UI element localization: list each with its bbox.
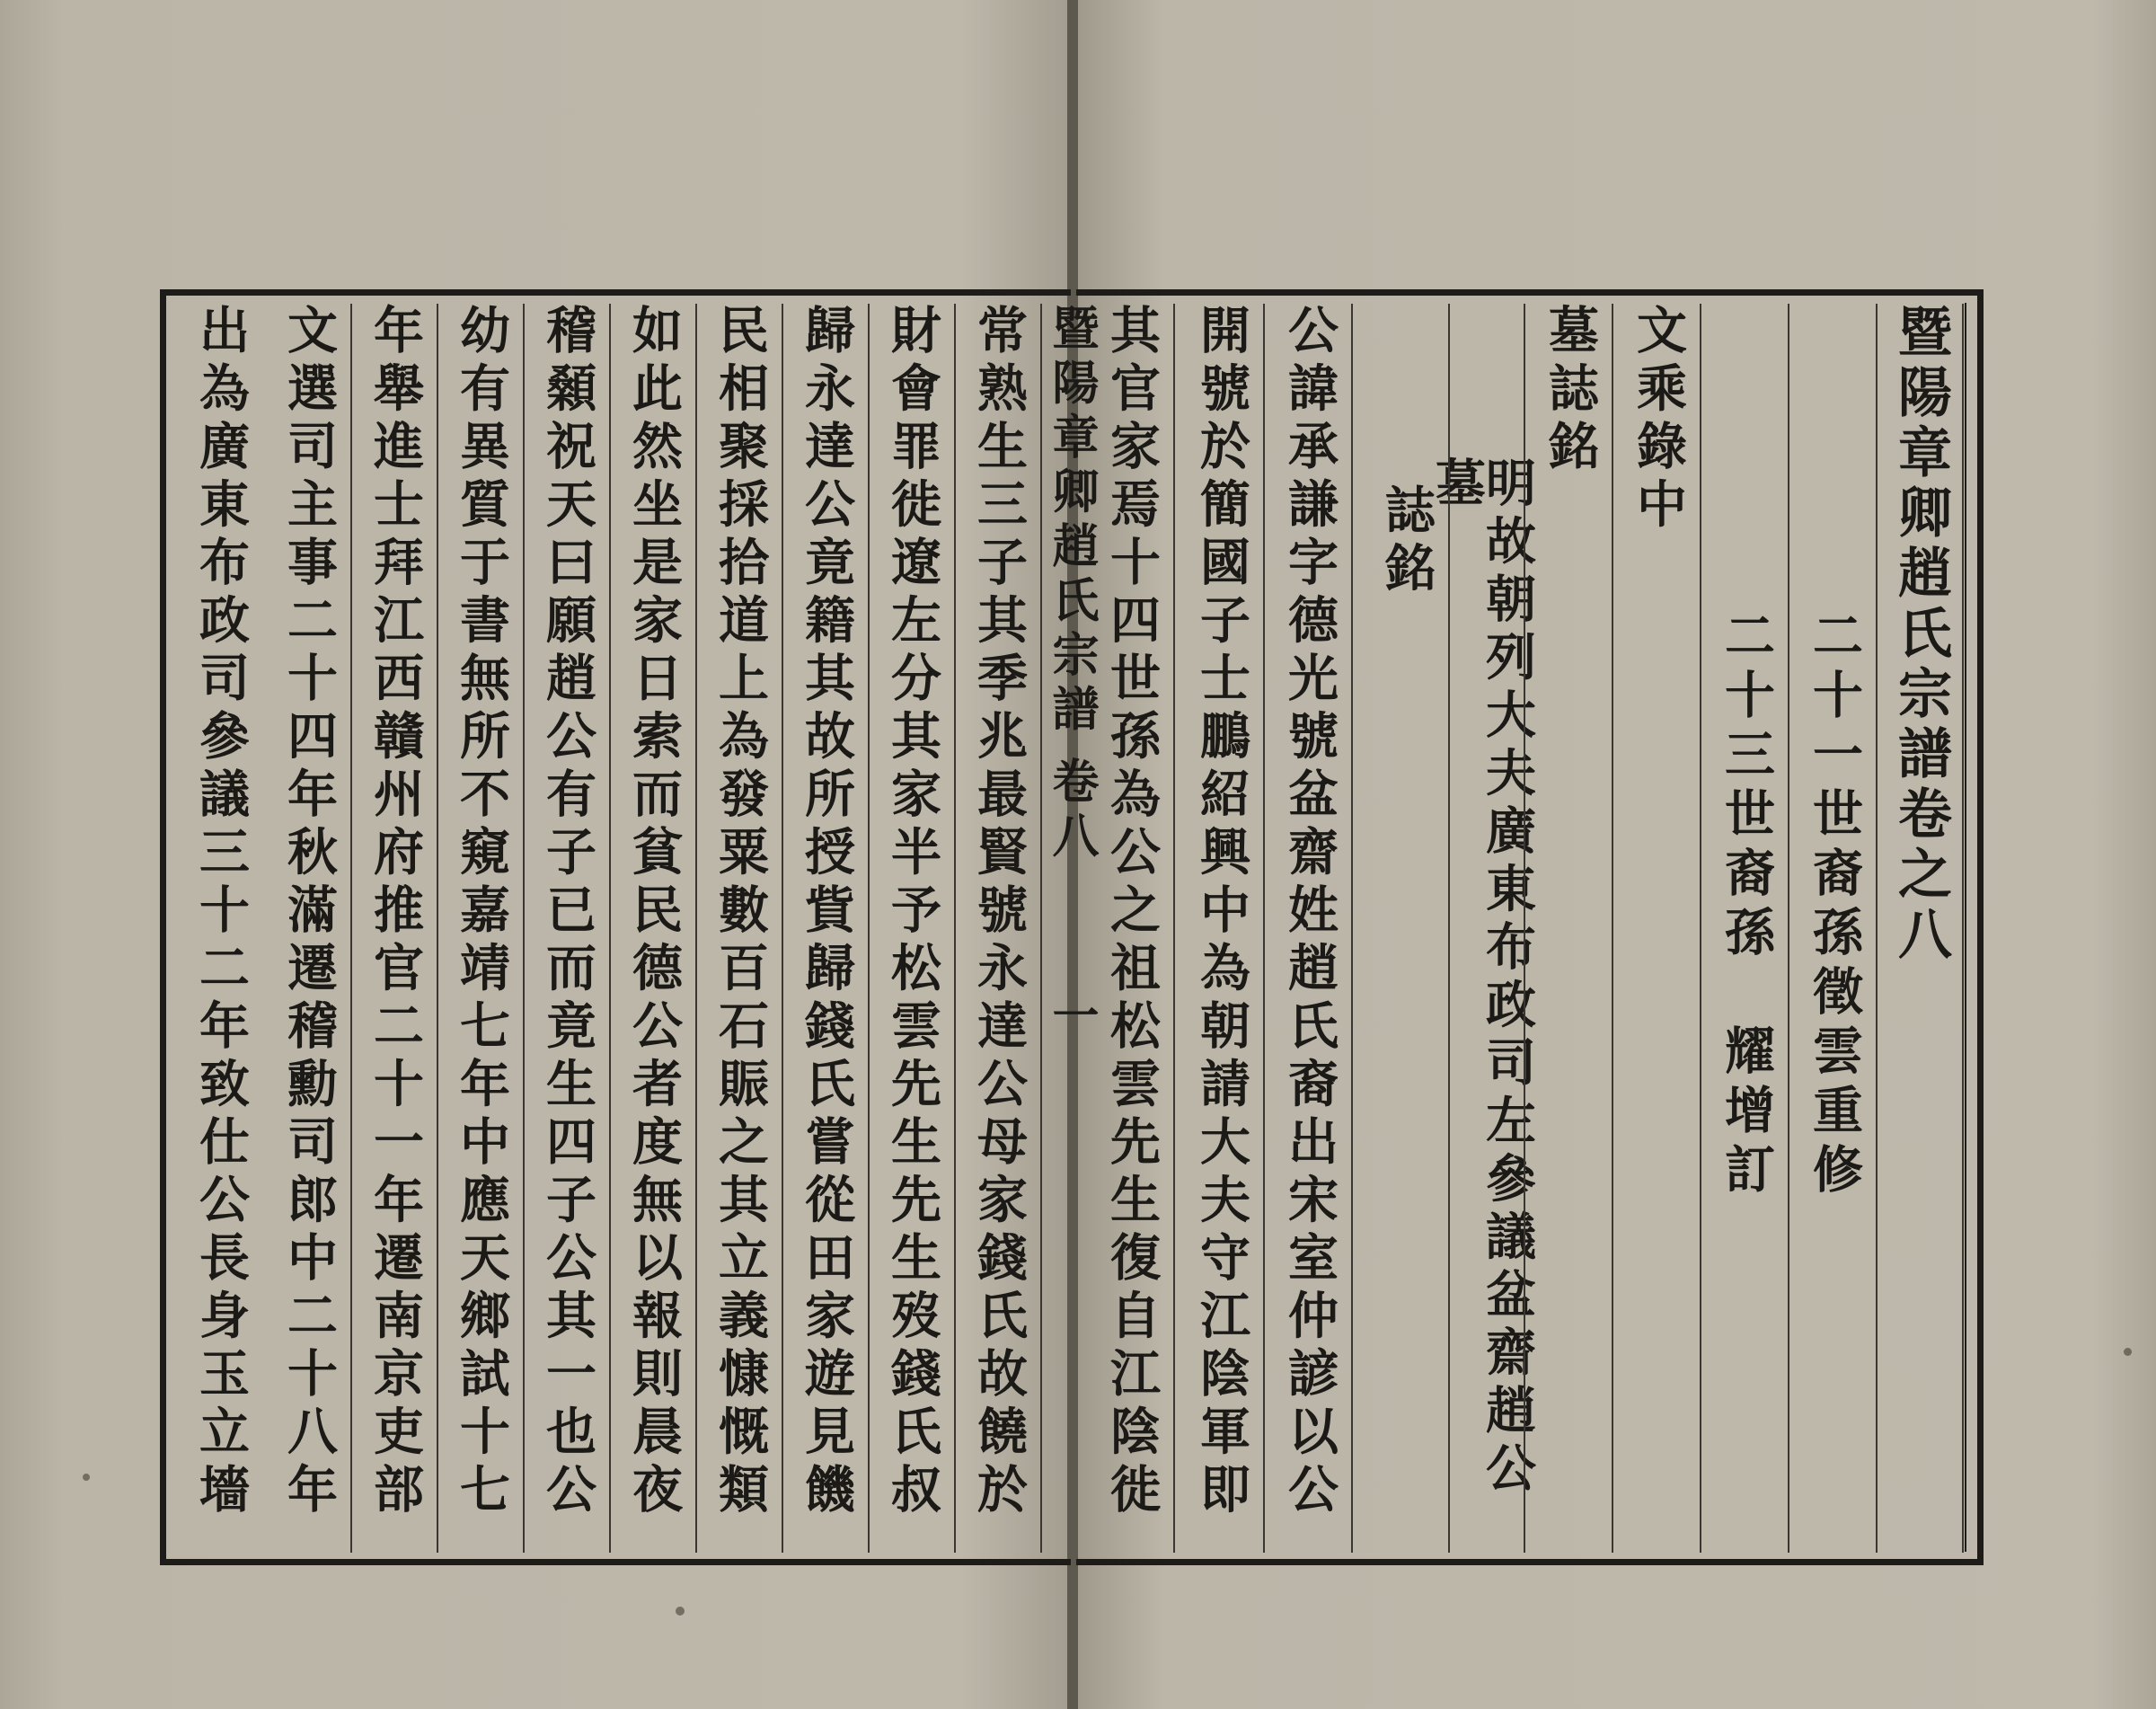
spine-title: 暨陽章卿趙氏宗譜	[1044, 304, 1099, 739]
body-column: 如此然坐是家日索而貧民德公者度無以報則晨夜	[613, 304, 695, 1553]
epitaph-heading: 明故朝列大夫廣東布政司左參議盆齋趙公墓	[1441, 304, 1524, 1553]
body-column: 公諱承謙字德光號盆齋姓趙氏裔出宋室仲諺以公	[1268, 304, 1351, 1553]
epitaph-heading-cont: 誌銘	[1365, 304, 1448, 1553]
body-column: 民相聚採拾道上為發粟數百石賑之其立義慷慨類	[699, 304, 782, 1553]
body-column: 歸永達公竟籍其故所授貲歸錢氏嘗從田家遊見饑	[785, 304, 868, 1553]
paper-spot	[83, 1474, 90, 1481]
section-heading-2: 墓誌銘	[1529, 304, 1612, 1553]
spine-column	[1033, 304, 1109, 1553]
body-column: 稽顙祝天曰願趙公有子已而竟生四子公其一也公	[526, 304, 609, 1553]
body-column: 其官家焉十四世孫為公之祖松雲先生復自江陰徙	[1091, 304, 1173, 1553]
body-column: 幼有異質于書無所不窺嘉靖七年中應天鄉試十七	[440, 304, 523, 1553]
body-column: 財會罪徙遼左分其家半予松雲先生先生歿錢氏叔	[871, 304, 954, 1553]
body-column: 常熟生三子其季兆最賢號永達公母家錢氏故饒於	[958, 304, 1040, 1553]
editor-line-1: 二十一世裔孫徵雲重修	[1793, 304, 1876, 1553]
spine-volume: 卷八	[1044, 757, 1099, 865]
editor-line-2: 二十三世裔孫 耀增訂	[1705, 304, 1788, 1553]
paper-spot	[676, 1607, 685, 1616]
paper-spot	[2124, 1348, 2132, 1356]
spine-page-number: 一	[1044, 991, 1099, 1046]
body-column: 開號於簡國子士鵬紹興中為朝請大夫守江陰軍即	[1180, 304, 1263, 1553]
body-column: 年舉進士拜江西贛州府推官二十一年遷南京吏部	[354, 304, 437, 1553]
section-heading-1: 文乘錄中	[1617, 304, 1700, 1553]
right-page-title: 暨陽章卿趙氏宗譜卷之八	[1879, 304, 1962, 1553]
body-column: 出為廣東布政司參議三十二年致仕公長身玉立墻	[191, 304, 251, 1521]
body-column: 文選司主事二十四年秋滿遷稽勳司郎中二十八年	[268, 304, 350, 1553]
